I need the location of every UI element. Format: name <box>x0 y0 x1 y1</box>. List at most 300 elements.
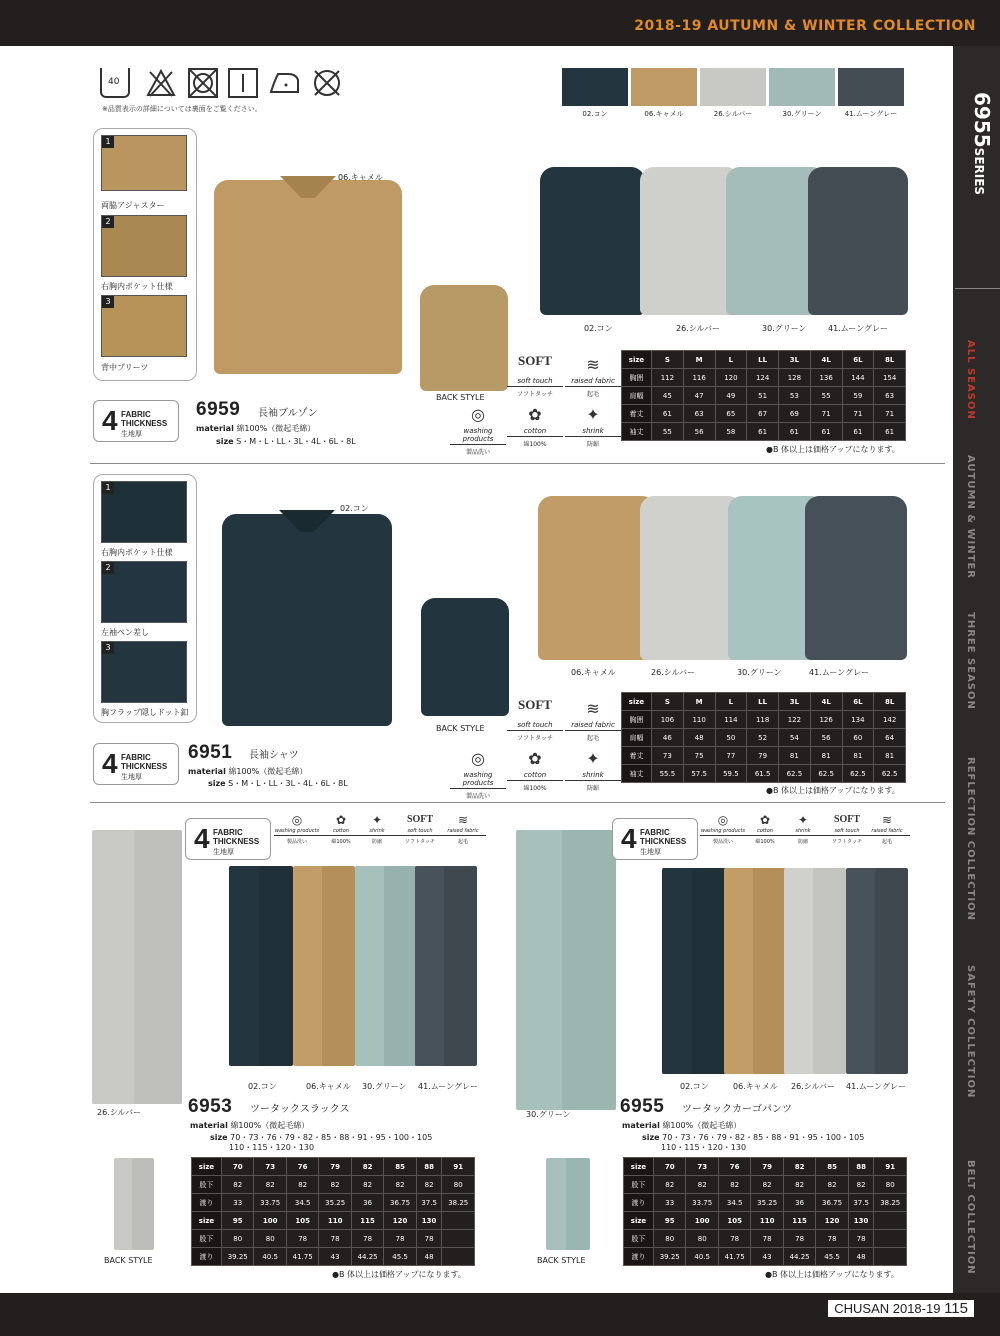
size-table-cell: 116 <box>683 369 715 387</box>
sidebar-item-all-season[interactable]: ALL SEASON <box>965 340 976 420</box>
size-table-cell: 6L <box>842 693 874 711</box>
color-label: 06.キャメル <box>571 668 616 677</box>
color-label: 26.シルバー <box>97 1108 141 1117</box>
size-table-cell: 85 <box>384 1158 416 1176</box>
sidebar-item-reflection[interactable]: REFLECTION COLLECTION <box>965 757 976 921</box>
size-table-cell: 61 <box>747 423 779 441</box>
color-photo-silver <box>640 496 742 660</box>
swatch-label: 26.シルバー <box>713 110 753 118</box>
size-table-cell: 136 <box>810 369 842 387</box>
product-photo-6959 <box>214 180 402 374</box>
size-table-cell: 4L <box>810 693 842 711</box>
size-table-row <box>624 1248 907 1266</box>
color-label: 41.ムーングレー <box>828 324 889 333</box>
size-table-cell: 61 <box>810 423 842 441</box>
size-table-cell: 33 <box>654 1194 686 1212</box>
detail-callout <box>93 474 197 723</box>
back-photo <box>421 598 509 716</box>
size-table-cell <box>442 1230 475 1248</box>
size-table-cell: 80 <box>222 1230 254 1248</box>
color-label: 41.ムーングレー <box>846 1082 907 1091</box>
size-table-cell: 45 <box>652 387 684 405</box>
size-table-row-label: 股下 <box>192 1176 222 1194</box>
color-photo-kon <box>540 167 645 315</box>
size-table-row <box>622 387 906 405</box>
detail-caption: 背中プリーツ <box>101 363 149 372</box>
size-table-cell: 54 <box>779 729 811 747</box>
washing-icon: ◎ <box>471 405 485 424</box>
size-table-6955 <box>623 1157 907 1266</box>
sidebar-item-belt[interactable]: BELT COLLECTION <box>965 1160 976 1275</box>
size-table-cell: 142 <box>874 711 906 729</box>
color-label: 02.コン <box>248 1082 277 1091</box>
size-table-cell: 67 <box>747 405 779 423</box>
size-table-cell <box>874 1230 907 1248</box>
size-table-cell: 78 <box>718 1230 750 1248</box>
size-table-cell: 48 <box>683 729 715 747</box>
size-table-cell: M <box>683 693 715 711</box>
size-table-cell: 78 <box>848 1230 874 1248</box>
color-photo-camel <box>293 866 355 1066</box>
size-table-cell: 82 <box>718 1176 750 1194</box>
product-name: ツータックスラックス <box>250 1104 350 1115</box>
swatch-camel <box>631 68 697 106</box>
size-table-cell: 61 <box>874 423 906 441</box>
size-table-cell: 76 <box>286 1158 318 1176</box>
sidebar-item-safety[interactable]: SAFETY COLLECTION <box>965 965 976 1099</box>
feature-cotton: ✿ cotton 綿100% <box>507 747 563 792</box>
color-label: 06.キャメル <box>306 1082 351 1091</box>
feature-soft: SOFT soft touch ソフトタッチ <box>507 697 563 742</box>
size-table-row <box>622 747 906 765</box>
color-label: 02.コン <box>680 1082 709 1091</box>
size-table-cell: 88 <box>416 1158 442 1176</box>
color-photo-moon-grey <box>415 866 477 1066</box>
size-table-row-label: size <box>624 1212 654 1230</box>
detail-caption: 両脇アジャスター <box>101 201 165 210</box>
size-table-cell: 78 <box>751 1230 783 1248</box>
size-table-row-label: 胸囲 <box>622 369 652 387</box>
color-photo-kon <box>662 868 726 1074</box>
back-photo <box>114 1158 154 1250</box>
color-label: 41.ムーングレー <box>418 1082 479 1091</box>
detail-photo: 2 <box>101 561 187 623</box>
size-table-cell: 79 <box>751 1158 783 1176</box>
size-table-cell: 35.25 <box>751 1194 783 1212</box>
size-table-cell: 65 <box>715 405 747 423</box>
size-table-cell: 82 <box>783 1158 815 1176</box>
detail-caption: 右胸内ポケット仕様 <box>101 282 173 291</box>
color-photo-camel <box>724 868 786 1074</box>
size-table-cell: 82 <box>254 1176 286 1194</box>
size-table-cell: 37.5 <box>848 1194 874 1212</box>
back-photo <box>420 285 508 391</box>
soft-icon: SOFT <box>833 814 861 825</box>
detail-caption: 胸フラップ隠しドット釦 <box>101 708 189 717</box>
size-table-cell: 47 <box>683 387 715 405</box>
size-table-cell: 33.75 <box>254 1194 286 1212</box>
size-table-row <box>624 1212 907 1230</box>
right-sidebar <box>953 46 1000 1293</box>
page-footer: CHUSAN 2018-19 115 <box>828 1300 974 1317</box>
size-table-cell: 80 <box>686 1230 718 1248</box>
size-table-cell: 88 <box>848 1158 874 1176</box>
size-table-cell: 48 <box>848 1248 874 1266</box>
size-table-cell: 115 <box>351 1212 383 1230</box>
feature-washing: ◎ washing products 製品洗い <box>450 747 506 800</box>
size-table-cell: 78 <box>351 1230 383 1248</box>
swatch-moon-grey <box>838 68 904 106</box>
size-table-cell: 144 <box>842 369 874 387</box>
size-table-6953 <box>191 1157 475 1266</box>
feature-washing: ◎ washing products 製品洗い <box>274 813 320 845</box>
size-table-cell: 105 <box>718 1212 750 1230</box>
feature-shrink: ✦ shrink 防縮 <box>780 812 826 845</box>
size-table-row-label: 股下 <box>192 1230 222 1248</box>
feature-raised: ≋ raised fabric 起毛 <box>565 353 621 398</box>
size-table-cell: 44.25 <box>783 1248 815 1266</box>
fabric-thickness-badge: 4 FABRIC THICKNESS 生地厚 <box>612 818 698 860</box>
color-photo-silver <box>784 868 846 1074</box>
size-table-cell: 91 <box>442 1158 475 1176</box>
color-photo-moon-grey <box>846 868 908 1074</box>
size-table-cell: S <box>652 351 684 369</box>
size-table-cell: 79 <box>319 1158 351 1176</box>
size-table-cell: 70 <box>654 1158 686 1176</box>
size-table-cell: 62.5 <box>810 765 842 783</box>
price-note: ●B 体以上は価格アップになります。 <box>765 1270 899 1279</box>
color-label: 30.グリーン <box>737 668 782 677</box>
product-number: 6959 <box>196 399 241 420</box>
size-table-cell: 56 <box>683 423 715 441</box>
color-label: 26.シルバー <box>791 1082 835 1091</box>
size-table-row-label: 股下 <box>624 1230 654 1248</box>
size-table-cell: 43 <box>319 1248 351 1266</box>
size-table-cell: 73 <box>254 1158 286 1176</box>
size-table-cell: 53 <box>779 387 811 405</box>
size-table-cell: 78 <box>416 1230 442 1248</box>
size-table-cell <box>442 1212 475 1230</box>
size-table-cell: 82 <box>351 1158 383 1176</box>
size-table-cell: 81 <box>842 747 874 765</box>
size-table-row <box>624 1176 907 1194</box>
size-table-cell: 154 <box>874 369 906 387</box>
feature-soft: SOFT soft touch ソフトタッチ <box>824 812 870 845</box>
size-table-cell: 80 <box>254 1230 286 1248</box>
size-table-cell: 38.25 <box>442 1194 475 1212</box>
size-table-cell: 114 <box>715 711 747 729</box>
size-table-row-label: size <box>624 1158 654 1176</box>
shrink-icon: ✦ <box>371 813 383 827</box>
size-table-cell: 78 <box>286 1230 318 1248</box>
size-table-cell: 55 <box>652 423 684 441</box>
size-table-cell: 60 <box>842 729 874 747</box>
size-table-row-label: 着丈 <box>622 747 652 765</box>
size-table-row-label: 袖丈 <box>622 765 652 783</box>
iron-icon <box>268 68 298 98</box>
size-table-row <box>192 1248 475 1266</box>
size-table-cell: 120 <box>816 1212 848 1230</box>
shrink-icon: ✦ <box>586 749 600 768</box>
swatch-label: 30.グリーン <box>782 110 822 118</box>
size-table-cell: 69 <box>779 405 811 423</box>
size-table-cell: 39.25 <box>654 1248 686 1266</box>
size-table-cell: 3L <box>779 351 811 369</box>
feature-shrink: ✦ shrink 防縮 <box>354 812 400 845</box>
feature-soft: SOFT soft touch ソフトタッチ <box>507 353 563 398</box>
product-photo-6953 <box>92 830 182 1104</box>
size-table-row-label: 袖丈 <box>622 423 652 441</box>
product-number: 6953 <box>188 1096 233 1117</box>
size-table-row <box>622 711 906 729</box>
size-table-cell: 82 <box>783 1176 815 1194</box>
swatch-kon <box>562 68 628 106</box>
detail-photo: 2 <box>101 215 187 277</box>
cotton-icon: ✿ <box>528 405 542 424</box>
material-line: material 綿100%（微起毛綿） <box>196 424 316 433</box>
size-table-cell: 126 <box>810 711 842 729</box>
size-table-cell: 61.5 <box>747 765 779 783</box>
size-table-cell: 33.75 <box>686 1194 718 1212</box>
product-number: 6951 <box>188 742 233 763</box>
size-table-cell: 82 <box>319 1176 351 1194</box>
size-table-cell: 64 <box>874 729 906 747</box>
detail-caption: 左袖ペン差し <box>101 628 149 637</box>
size-table-row <box>622 423 906 441</box>
size-table-cell: 78 <box>816 1230 848 1248</box>
back-style-label: BACK STYLE <box>436 724 485 733</box>
size-table-cell: 61 <box>652 405 684 423</box>
size-table-cell: 6L <box>842 351 874 369</box>
size-table-cell: 78 <box>319 1230 351 1248</box>
product-name: 長袖ブルゾン <box>258 408 318 419</box>
size-table-cell: 41.75 <box>286 1248 318 1266</box>
size-table-cell: 56 <box>810 729 842 747</box>
size-table-cell: 62.5 <box>779 765 811 783</box>
size-table-cell: 70 <box>222 1158 254 1176</box>
color-photo-green <box>355 866 417 1066</box>
size-table-row <box>622 765 906 783</box>
size-table-row <box>622 729 906 747</box>
size-table-row <box>192 1212 475 1230</box>
size-table-cell: 71 <box>810 405 842 423</box>
no-tumble-dry-icon <box>188 68 218 98</box>
size-table-cell: 61 <box>779 423 811 441</box>
size-table-cell: 44.25 <box>351 1248 383 1266</box>
size-table-row-label: size <box>192 1212 222 1230</box>
cotton-icon: ✿ <box>335 813 347 827</box>
size-table-cell <box>442 1248 475 1266</box>
no-bleach-icon <box>146 68 176 98</box>
color-label: 26.シルバー <box>676 324 720 333</box>
size-table-cell: 82 <box>384 1176 416 1194</box>
size-table-cell: 78 <box>384 1230 416 1248</box>
size-table-row <box>622 351 906 369</box>
size-table-cell: 45.5 <box>816 1248 848 1266</box>
size-table-cell: 73 <box>652 747 684 765</box>
size-table-cell: 39.25 <box>222 1248 254 1266</box>
size-table-cell: 81 <box>874 747 906 765</box>
size-table-cell: 49 <box>715 387 747 405</box>
size-table-cell: 106 <box>652 711 684 729</box>
soft-icon: SOFT <box>518 353 552 368</box>
size-table-cell: 110 <box>683 711 715 729</box>
section-divider <box>90 802 945 803</box>
size-table-cell: 52 <box>747 729 779 747</box>
size-table-row <box>192 1158 475 1176</box>
shrink-icon: ✦ <box>586 405 600 424</box>
color-photo-camel <box>538 496 656 660</box>
size-line-2: 110・115・120・130 <box>229 1143 315 1152</box>
feature-shrink: ✦ shrink 防縮 <box>565 747 621 792</box>
material-line: material 綿100%（微起毛綿） <box>188 767 308 776</box>
back-style-label: BACK STYLE <box>104 1256 153 1265</box>
detail-callout <box>93 128 197 381</box>
size-table-cell: 36.75 <box>816 1194 848 1212</box>
size-line: size S・M・L・LL・3L・4L・6L・8L <box>208 779 348 788</box>
size-table-cell: 51 <box>747 387 779 405</box>
detail-photo: 3 <box>101 295 187 357</box>
size-table-cell: 41.75 <box>718 1248 750 1266</box>
back-style-label: BACK STYLE <box>436 393 485 402</box>
feature-washing: ◎ washing products 製品洗い <box>450 403 506 456</box>
size-table-cell: 112 <box>652 369 684 387</box>
raised-fabric-icon: ≋ <box>881 813 893 827</box>
size-table-cell: 130 <box>416 1212 442 1230</box>
feature-raised: ≋ raised fabric 起毛 <box>565 697 621 742</box>
size-table-cell: 120 <box>384 1212 416 1230</box>
size-line-2: 110・115・120・130 <box>661 1143 747 1152</box>
size-table-6959 <box>621 350 906 441</box>
size-table-cell: 82 <box>686 1176 718 1194</box>
size-table-row-label: 渡り <box>624 1248 654 1266</box>
size-table-row-label: 渡り <box>192 1194 222 1212</box>
size-table-cell: 50 <box>715 729 747 747</box>
detail-photo: 1 <box>101 481 187 543</box>
washing-icon: ◎ <box>471 749 485 768</box>
product-name: 長袖シャツ <box>249 750 299 761</box>
size-table-cell: 71 <box>874 405 906 423</box>
feature-raised: ≋ raised fabric 起毛 <box>440 812 486 845</box>
size-table-row-label: 肩幅 <box>622 729 652 747</box>
color-label: 26.シルバー <box>651 668 695 677</box>
size-table-cell: 75 <box>683 747 715 765</box>
size-table-cell: 4L <box>810 351 842 369</box>
swatch-label: 41.ムーングレー <box>844 110 898 118</box>
size-table-cell: 85 <box>816 1158 848 1176</box>
washing-icon: ◎ <box>717 813 729 827</box>
color-photo-moon-grey <box>808 167 908 315</box>
sidebar-item-autumn-winter[interactable]: AUTUMN & WINTER <box>965 455 976 579</box>
soft-icon: SOFT <box>518 697 552 712</box>
size-table-cell: 33 <box>222 1194 254 1212</box>
size-table-cell: 43 <box>751 1248 783 1266</box>
size-table-row <box>622 369 906 387</box>
color-label: 02.コン <box>584 324 613 333</box>
size-table-row <box>622 693 906 711</box>
size-table-cell: L <box>715 693 747 711</box>
product-photo-6951 <box>222 514 392 726</box>
size-line: size 70・73・76・79・82・85・88・91・95・100・105 <box>642 1133 865 1142</box>
sidebar-divider <box>955 288 1000 289</box>
swatch-silver <box>700 68 766 106</box>
size-table-cell: 82 <box>654 1176 686 1194</box>
size-table-cell: 118 <box>747 711 779 729</box>
color-label: 41.ムーングレー <box>809 668 870 677</box>
swatch-green <box>769 68 835 106</box>
size-table-row-label: size <box>622 693 652 711</box>
detail-photo: 1 <box>101 135 187 191</box>
size-table-cell: 120 <box>715 369 747 387</box>
size-table-cell: 82 <box>816 1176 848 1194</box>
size-table-cell: 95 <box>222 1212 254 1230</box>
page-number: 115 <box>944 1300 968 1317</box>
feature-washing: ◎ washing products 製品洗い <box>700 813 746 845</box>
color-label: 30.グリーン <box>362 1082 407 1091</box>
size-table-cell: 34.5 <box>286 1194 318 1212</box>
size-table-cell: 76 <box>718 1158 750 1176</box>
size-table-cell: 110 <box>319 1212 351 1230</box>
size-table-cell: 95 <box>654 1212 686 1230</box>
washing-icon: ◎ <box>291 813 303 827</box>
size-table-cell: 55.5 <box>652 765 684 783</box>
size-table-cell: 58 <box>715 423 747 441</box>
size-table-cell: 62.5 <box>874 765 906 783</box>
size-table-cell: 82 <box>416 1176 442 1194</box>
size-table-cell: 35.25 <box>319 1194 351 1212</box>
price-note: ●B 体以上は価格アップになります。 <box>766 445 900 454</box>
color-label: 30.グリーン <box>526 1110 571 1119</box>
size-table-cell: 73 <box>686 1158 718 1176</box>
care-note: ※品質表示の詳細については裏面をご覧ください。 <box>102 105 262 113</box>
line-dry-icon <box>228 68 258 98</box>
color-label: 30.グリーン <box>762 324 807 333</box>
collection-title: 2018-19 AUTUMN & WINTER COLLECTION <box>634 18 976 34</box>
size-table-cell: 130 <box>848 1212 874 1230</box>
size-table-cell: 36.75 <box>384 1194 416 1212</box>
size-table-cell: 82 <box>222 1176 254 1194</box>
size-table-cell: 3L <box>779 693 811 711</box>
size-table-row-label: 渡り <box>192 1248 222 1266</box>
size-table-cell: 71 <box>842 405 874 423</box>
size-table-cell: 8L <box>874 693 906 711</box>
size-table-cell: 38.25 <box>874 1194 907 1212</box>
size-table-cell: 48 <box>416 1248 442 1266</box>
size-table-row <box>622 405 906 423</box>
size-table-cell: 34.5 <box>718 1194 750 1212</box>
size-table-row-label: size <box>622 351 652 369</box>
size-table-cell: S <box>652 693 684 711</box>
cotton-icon: ✿ <box>759 813 771 827</box>
size-table-cell: 80 <box>874 1176 907 1194</box>
sidebar-item-three-season[interactable]: THREE SEASON <box>965 612 976 710</box>
size-table-cell: 59.5 <box>715 765 747 783</box>
swatch-label: 02.コン <box>582 110 608 118</box>
size-table-row-label: 股下 <box>624 1176 654 1194</box>
size-table-cell: 78 <box>783 1230 815 1248</box>
back-photo <box>546 1158 590 1250</box>
soft-icon: SOFT <box>406 814 434 825</box>
fabric-thickness-badge: 4 FABRIC THICKNESS 生地厚 <box>185 818 271 860</box>
size-table-6951 <box>621 692 906 783</box>
size-table-cell: 36 <box>783 1194 815 1212</box>
size-table-cell: 110 <box>751 1212 783 1230</box>
size-table-row <box>624 1158 907 1176</box>
feature-raised: ≋ raised fabric 起毛 <box>864 812 910 845</box>
size-table-cell: 79 <box>747 747 779 765</box>
size-table-cell: 80 <box>442 1176 475 1194</box>
color-photo-silver <box>640 167 740 315</box>
